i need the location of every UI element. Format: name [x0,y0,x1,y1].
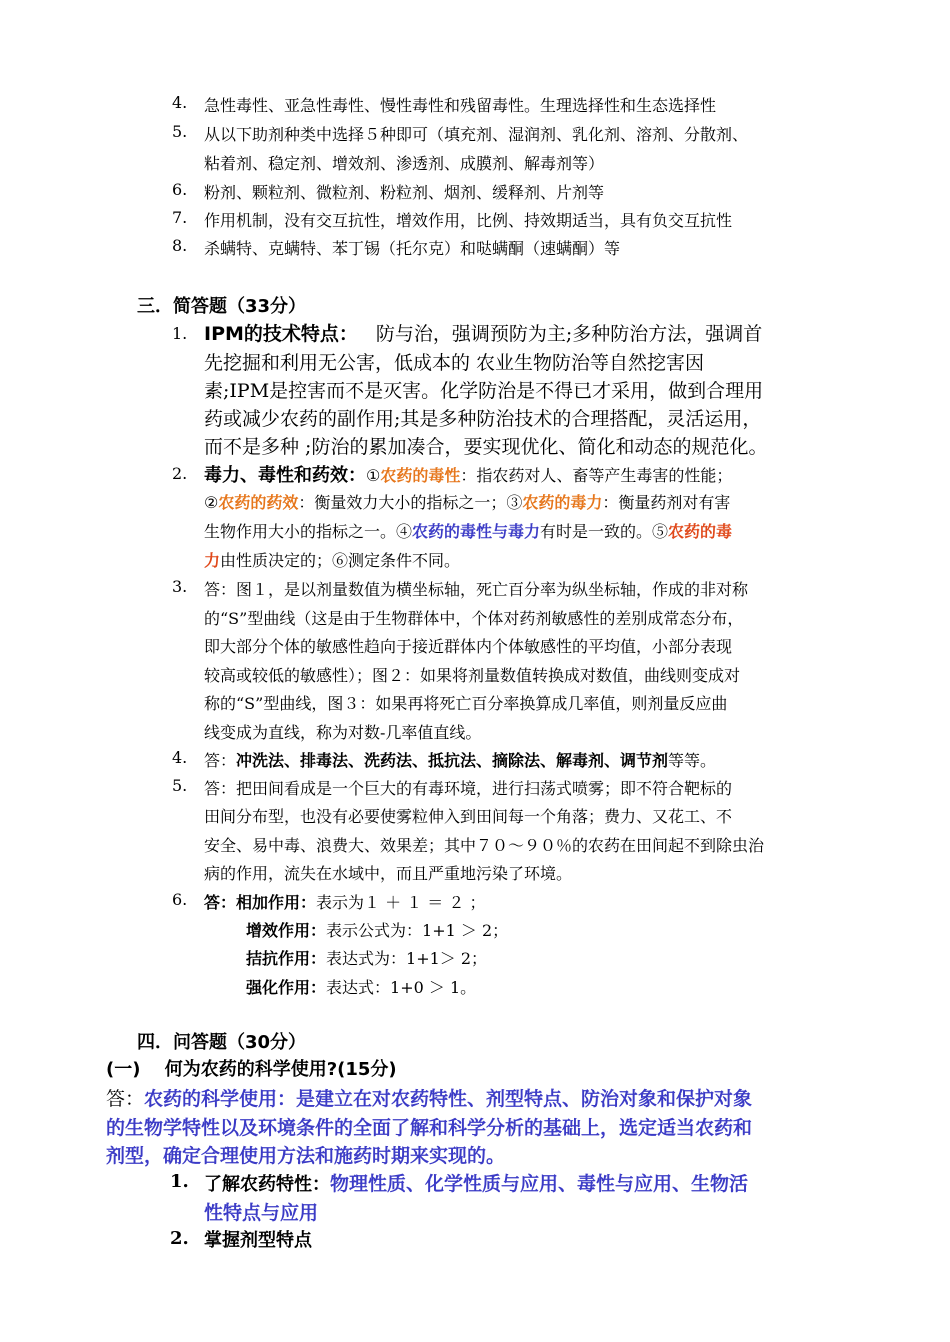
item-label: 掌握剂型特点 [204,1230,312,1251]
item-text: 物理性质、化学性质与应用、毒性与应用、生物活 [330,1173,749,1195]
question-label: 毒力、毒性和药效： [204,465,366,486]
answer-text: 的生物学特性以及环境条件的全面了解和科学分析的基础上，选定适当农药和 [106,1117,753,1139]
term-potency-nature: 农药的毒 [668,522,733,541]
question-4-line [204,748,716,771]
item-number: 7. [172,208,188,227]
answer-text: 药或减少农药的副作用;其是多种防治技术的合理搭配，灵活运用， [204,408,762,430]
answer-text: 农药的科学使用：是建立在对农药特性、剂型特点、防治对象和保护对象 [144,1088,753,1110]
term-efficacy: 农药的药效 [218,493,299,512]
interaction-row [246,918,508,941]
marker: ① [366,466,381,485]
question-2-line-2 [204,490,730,513]
interaction-label: 答：相加作用： [204,893,317,912]
question-2-line-1 [204,461,732,487]
answer-text: 防与治，强调预防为主;多种防治方法，强调首 [375,323,763,345]
answer-text: 而不是多种 ;防治的累加凑合，要实现优化、简化和动态的规范化。 [204,436,768,458]
marker: ② [204,493,219,512]
answer-line [106,1084,752,1111]
definition: ：衡量药剂对有害 [602,493,731,512]
answer-suffix: 等等。 [668,751,717,770]
item-line [204,1169,748,1196]
definition: 由性质决定的；⑥测定条件不同。 [220,551,461,570]
definition: 有时是一致的。⑤ [540,522,669,541]
interaction-formula: 表示公式为：1+1 ＞ 2； [326,921,509,940]
section-title: 四．问答题（30分） [137,1032,307,1053]
answer-text: 答：把田间看成是一个巨大的有毒环境，进行扫荡式喷雾；即不符合靶标的 [204,779,733,798]
answer-text: 的“S”型曲线（这是由于生物群体中，个体对药剂敏感性的差别成常态分布， [204,609,744,628]
answer-text: 病的作用，流失在水域中，而且严重地污染了环境。 [204,864,573,883]
item-number: 1. [170,1171,189,1192]
interaction-formula: 表达式为：1+1＞ 2； [326,949,488,968]
answer-text: 素;IPM是控害而不是灭害。化学防治是不得已才采用，做到合理用 [204,380,764,402]
item-text: 粘着剂、稳定剂、增效剂、渗透剂、成膜剂、解毒剂等） [204,154,605,173]
answer-text: 田间分布型，也没有必要使雾粒伸入到田间每一个角落；费力、又花工、不 [204,807,733,826]
answer-text: 即大部分个体的敏感性趋向于接近群体内个体敏感性的平均值，小部分表现 [204,637,733,656]
question-label: IPM的技术特点： [204,323,358,345]
item-number: 8. [172,236,188,255]
interaction-label: 强化作用： [246,978,327,997]
item-text: 杀螨特、克螨特、苯丁锡（托尔克）和哒螨酮（速螨酮）等 [204,239,621,258]
answer-text: 较高或较低的敏感性）；图２：如果将剂量数值转换成对数值，曲线则变成对 [204,666,741,685]
answer-bold-list: 冲洗法、排毒法、洗药法、抵抗法、摘除法、解毒剂、调节剂 [236,751,669,770]
interaction-label: 拮抗作用： [246,949,327,968]
question-number: 2. [172,464,188,483]
question-2-line-3 [204,519,732,542]
section-title: 三．简答题（33分） [137,296,307,317]
question-number: 3. [172,577,188,596]
interaction-formula: 表示为１ ＋ １ ＝ ２ ； [316,893,486,912]
item-text: 急性毒性、亚急性毒性、慢性毒性和残留毒性。生理选择性和生态选择性 [204,96,717,115]
interaction-row [204,890,485,913]
interaction-row [246,975,476,998]
answer-text: 安全、易中毒、浪费大、效果差；其中７０～９０％的农药在田间起不到除虫治 [204,836,765,855]
item-text: 粉剂、颗粒剂、微粒剂、粉粒剂、烟剂、缓释剂、片剂等 [204,183,605,202]
answer-text: 称的“S”型曲线，图３：如果再将死亡百分率换算成几率值，则剂量反应曲 [204,694,728,713]
question-2-line-4 [204,548,460,571]
answer-text: 剂型，确定合理使用方法和施药时期来实现的。 [106,1145,506,1167]
item-number: 5. [172,122,188,141]
term-potency: 农药的毒力 [522,493,603,512]
answer-text: 线变成为直线，称为对数-几率值直线。 [204,723,482,742]
interaction-formula: 表达式：1+0 ＞ 1。 [326,978,477,997]
question-number: 5. [172,776,188,795]
item-text: 性特点与应用 [204,1202,319,1224]
answer-prefix: 答： [204,751,237,770]
term-toxicity: 农药的毒性 [380,466,461,485]
definition: ：衡量效力大小的指标之一；③ [298,493,523,512]
item-number: 6. [172,180,188,199]
term-potency-nature-end: 力 [204,551,221,570]
item-text: 从以下助剂种类中选择５种即可（填充剂、湿润剂、乳化剂、溶剂、分散剂、 [204,125,749,144]
subquestion-title: (一) 何为农药的科学使用?(15分) [106,1059,397,1080]
question-number: 6. [172,890,188,909]
definition: 生物作用大小的指标之一。④ [204,522,413,541]
question-number: 4. [172,748,188,767]
answer-prefix: 答： [106,1088,145,1110]
item-number: 2. [170,1228,189,1249]
answer-text: 答：图１，是以剂量数值为横坐标轴，死亡百分率为纵坐标轴，作成的非对称 [204,580,749,599]
interaction-row [246,946,487,969]
item-text: 作用机制，没有交互抗性，增效作用，比例、持效期适当，具有负交互抗性 [204,211,733,230]
answer-text: 先挖掘和利用无公害，低成本的 农业生物防治等自然挖害因 [204,352,705,374]
item-number: 4. [172,93,188,112]
definition: ：指农药对人、畜等产生毒害的性能； [460,466,733,485]
term-relation: 农药的毒性与毒力 [412,522,541,541]
question-number: 1. [172,324,188,343]
question-1-line [204,319,762,346]
item-label: 了解农药特性： [204,1174,330,1195]
interaction-label: 增效作用： [246,921,327,940]
